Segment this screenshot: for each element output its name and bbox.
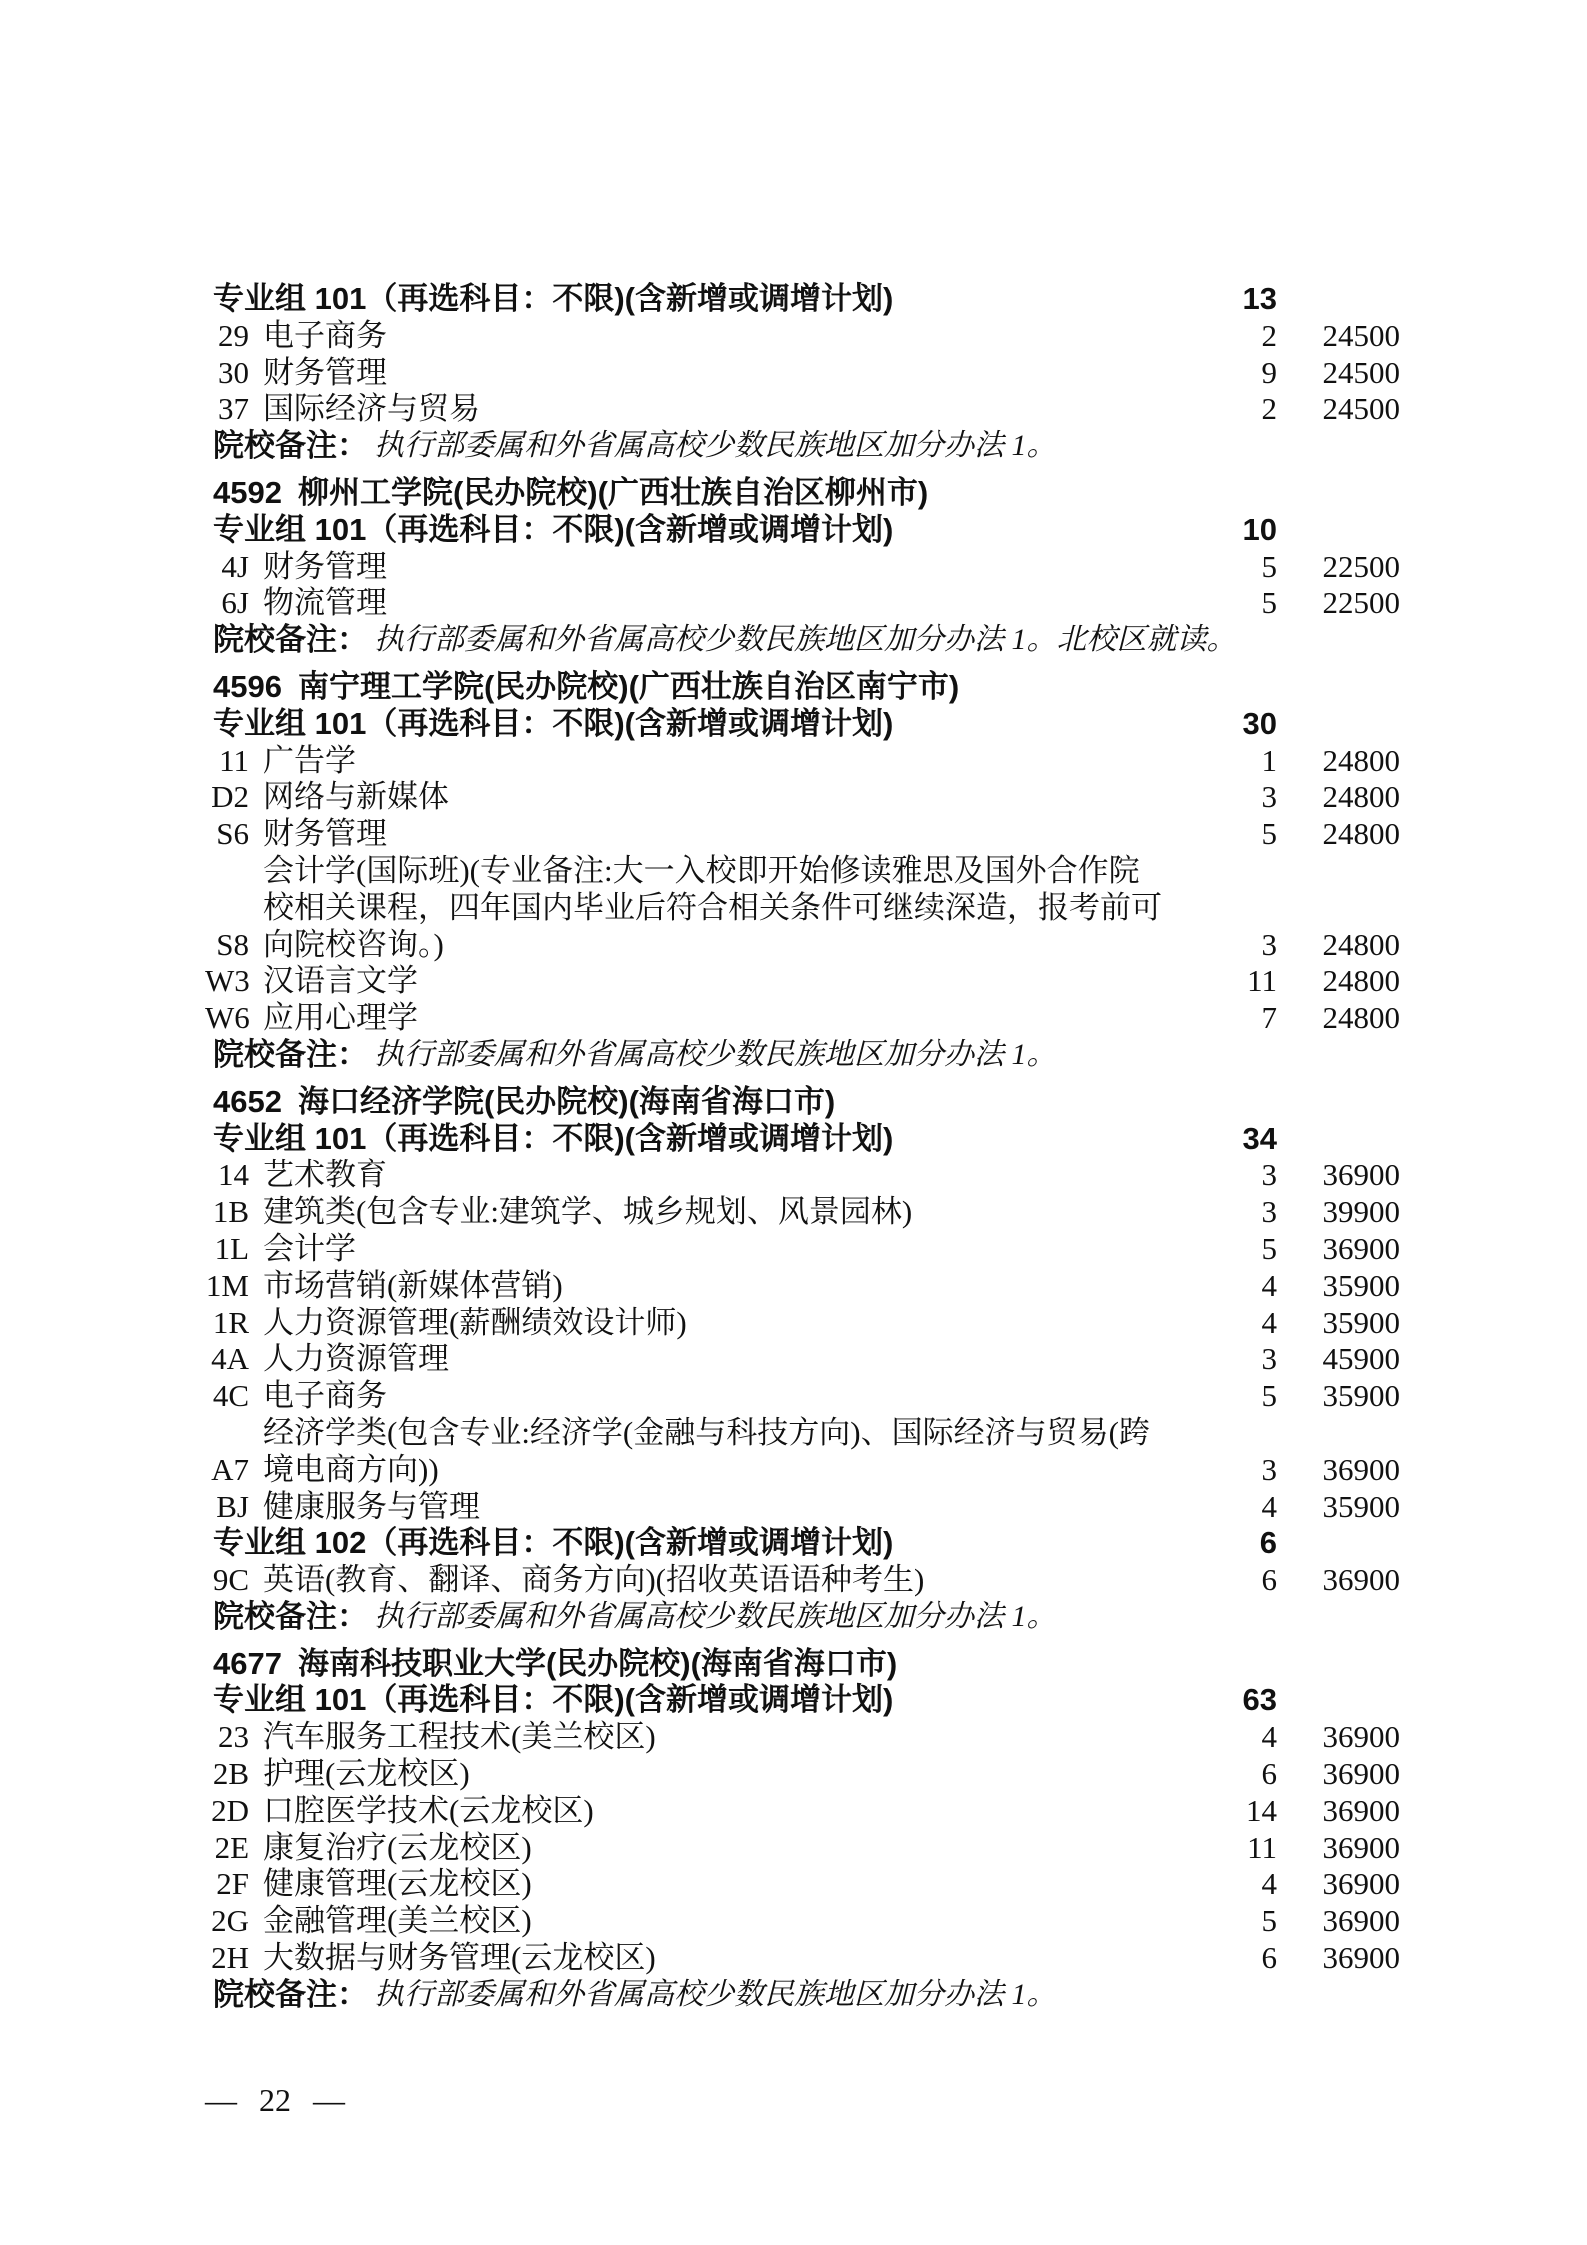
major-group-header-row xyxy=(205,1525,1400,1562)
major-tuition-fee: 22500 xyxy=(1322,548,1400,584)
major-tuition-fee: 35900 xyxy=(1322,1378,1400,1414)
major-tuition-fee: 36900 xyxy=(1322,1157,1400,1193)
group-plan-count: 34 xyxy=(1242,1120,1277,1156)
major-name: 大数据与财务管理(云龙校区) xyxy=(263,1940,656,1976)
school-code: 4596 xyxy=(213,668,282,704)
major-tuition-fee: 24800 xyxy=(1322,779,1400,815)
fee-column-spacer xyxy=(1277,1121,1400,1158)
major-plan-count: 3 xyxy=(1261,1341,1277,1377)
major-group-header-row xyxy=(205,706,1400,743)
remark-text: 执行部委属和外省属高校少数民族地区加分办法 1。 xyxy=(374,1977,1057,2011)
major-row xyxy=(205,1940,1400,1977)
major-name: 国际经济与贸易 xyxy=(263,391,480,427)
group-plan-count: 6 xyxy=(1259,1525,1277,1561)
major-code: A7 xyxy=(211,1451,249,1487)
major-plan-count: 5 xyxy=(1261,1230,1277,1266)
major-code: BJ xyxy=(216,1488,249,1524)
major-group-label: 专业组 101（再选科目：不限)(含新增或调增计划) xyxy=(213,1120,894,1156)
major-group-header-row xyxy=(205,1682,1400,1719)
major-row xyxy=(205,1157,1400,1194)
school-header-row xyxy=(205,1646,1400,1683)
major-row xyxy=(205,963,1400,1000)
major-name: 会计学(国际班)(专业备注:大一入校即开始修读雅思及国外合作院校相关课程，四年国内毕业后符合相关条件可继续深造，报考前可向院校咨询。) xyxy=(263,852,1162,962)
major-tuition-fee: 35900 xyxy=(1322,1304,1400,1340)
major-name: 金融管理(美兰校区) xyxy=(263,1903,532,1939)
major-tuition-fee: 24800 xyxy=(1322,963,1400,999)
major-plan-count: 4 xyxy=(1261,1304,1277,1340)
major-tuition-fee: 36900 xyxy=(1322,1829,1400,1865)
major-plan-count: 3 xyxy=(1261,1194,1277,1230)
school-name: 海口经济学院(民办院校)(海南省海口市) xyxy=(297,1083,836,1119)
school-remark-row xyxy=(205,622,1400,659)
major-plan-count: 5 xyxy=(1261,548,1277,584)
major-name: 广告学 xyxy=(263,742,356,778)
major-code: 30 xyxy=(218,354,249,390)
major-row xyxy=(205,391,1400,428)
major-plan-count: 3 xyxy=(1261,1451,1277,1487)
major-tuition-fee: 36900 xyxy=(1322,1866,1400,1902)
admission-plan-list xyxy=(205,281,1400,2014)
fee-column-spacer xyxy=(1277,281,1400,318)
major-name: 财务管理 xyxy=(263,354,387,390)
major-name: 汉语言文学 xyxy=(263,963,418,999)
school-name: 南宁理工学院(民办院校)(广西壮族自治区南宁市) xyxy=(297,668,960,704)
remark-label: 院校备注： xyxy=(213,428,368,464)
major-name: 应用心理学 xyxy=(263,1000,418,1036)
school-remark-row xyxy=(205,428,1400,465)
major-name: 会计学 xyxy=(263,1230,356,1266)
major-tuition-fee: 45900 xyxy=(1322,1341,1400,1377)
major-plan-count: 3 xyxy=(1261,1157,1277,1193)
major-code: 1M xyxy=(205,1267,249,1303)
major-tuition-fee: 24500 xyxy=(1322,317,1400,353)
major-tuition-fee: 36900 xyxy=(1322,1940,1400,1976)
major-name: 人力资源管理 xyxy=(263,1341,449,1377)
major-tuition-fee: 35900 xyxy=(1322,1488,1400,1524)
major-row xyxy=(205,779,1400,816)
major-code: 2F xyxy=(216,1866,249,1902)
major-row xyxy=(205,1793,1400,1830)
major-row xyxy=(205,1378,1400,1415)
major-row xyxy=(205,1194,1400,1231)
major-row xyxy=(205,1415,1400,1489)
major-name: 口腔医学技术(云龙校区) xyxy=(263,1792,594,1828)
remark-label: 院校备注： xyxy=(213,1036,368,1072)
major-row xyxy=(205,549,1400,586)
remark-label: 院校备注： xyxy=(213,1976,368,2012)
school-remark-row xyxy=(205,1599,1400,1636)
major-code: 2G xyxy=(211,1903,249,1939)
major-tuition-fee: 36900 xyxy=(1322,1903,1400,1939)
school-header-row xyxy=(205,1084,1400,1121)
major-row xyxy=(205,1562,1400,1599)
major-name: 健康管理(云龙校区) xyxy=(263,1866,532,1902)
major-plan-count: 11 xyxy=(1247,963,1277,999)
major-plan-count: 5 xyxy=(1261,816,1277,852)
major-plan-count: 6 xyxy=(1261,1562,1277,1598)
major-plan-count: 4 xyxy=(1261,1488,1277,1524)
major-row xyxy=(205,1719,1400,1756)
major-group-header-row xyxy=(205,1121,1400,1158)
major-code: 2D xyxy=(211,1792,249,1828)
major-code: 4J xyxy=(221,548,249,584)
footer-left-dash: — xyxy=(205,2082,237,2118)
major-name: 财务管理 xyxy=(263,816,387,852)
major-tuition-fee: 35900 xyxy=(1322,1267,1400,1303)
remark-text: 执行部委属和外省属高校少数民族地区加分办法 1。 xyxy=(374,1599,1057,1633)
major-tuition-fee: 24800 xyxy=(1322,1000,1400,1036)
school-name: 柳州工学院(民办院校)(广西壮族自治区柳州市) xyxy=(297,474,929,510)
major-tuition-fee: 36900 xyxy=(1322,1756,1400,1792)
major-plan-count: 4 xyxy=(1261,1267,1277,1303)
major-plan-count: 5 xyxy=(1261,585,1277,621)
major-row xyxy=(205,1489,1400,1526)
major-code: 1B xyxy=(212,1194,249,1230)
major-plan-count: 6 xyxy=(1261,1756,1277,1792)
group-plan-count: 13 xyxy=(1242,281,1277,316)
major-row xyxy=(205,853,1400,963)
major-plan-count: 9 xyxy=(1261,354,1277,390)
major-plan-count: 4 xyxy=(1261,1866,1277,1902)
major-row xyxy=(205,355,1400,392)
major-name: 汽车服务工程技术(美兰校区) xyxy=(263,1719,656,1755)
major-group-label: 专业组 101（再选科目：不限)(含新增或调增计划) xyxy=(213,511,894,547)
major-plan-count: 2 xyxy=(1261,317,1277,353)
footer-right-dash: — xyxy=(313,2082,345,2118)
major-code: S8 xyxy=(216,926,249,962)
major-row xyxy=(205,1903,1400,1940)
major-code: D2 xyxy=(211,779,249,815)
major-name: 建筑类(包含专业:建筑学、城乡规划、风景园林) xyxy=(263,1194,913,1230)
major-tuition-fee: 39900 xyxy=(1322,1194,1400,1230)
remark-label: 院校备注： xyxy=(213,622,368,658)
group-plan-count: 30 xyxy=(1242,705,1277,741)
fee-column-spacer xyxy=(1277,1525,1400,1562)
major-code: 23 xyxy=(218,1719,249,1755)
major-name: 艺术教育 xyxy=(263,1157,387,1193)
major-code: 1L xyxy=(214,1230,249,1266)
major-group-label: 专业组 101（再选科目：不限)(含新增或调增计划) xyxy=(213,705,894,741)
major-plan-count: 1 xyxy=(1261,742,1277,778)
major-code: 9C xyxy=(212,1562,249,1598)
major-name: 人力资源管理(薪酬绩效设计师) xyxy=(263,1304,687,1340)
major-row xyxy=(205,816,1400,853)
major-code: 4A xyxy=(211,1341,249,1377)
major-row xyxy=(205,318,1400,355)
major-tuition-fee: 36900 xyxy=(1322,1792,1400,1828)
major-row xyxy=(205,1830,1400,1867)
major-name: 物流管理 xyxy=(263,585,387,621)
major-code: 11 xyxy=(219,742,249,778)
major-tuition-fee: 24800 xyxy=(1322,926,1400,962)
major-code: 29 xyxy=(218,317,249,353)
major-tuition-fee: 36900 xyxy=(1322,1230,1400,1266)
major-group-label: 专业组 102（再选科目：不限)(含新增或调增计划) xyxy=(213,1525,894,1561)
major-code: S6 xyxy=(216,816,249,852)
major-code: W3 xyxy=(205,963,250,999)
major-code: 2H xyxy=(211,1940,249,1976)
major-plan-count: 5 xyxy=(1261,1378,1277,1414)
major-tuition-fee: 36900 xyxy=(1322,1719,1400,1755)
major-tuition-fee: 24800 xyxy=(1322,742,1400,778)
major-plan-count: 4 xyxy=(1261,1719,1277,1755)
major-row xyxy=(205,1268,1400,1305)
major-row xyxy=(205,1866,1400,1903)
major-plan-count: 6 xyxy=(1261,1940,1277,1976)
major-name: 康复治疗(云龙校区) xyxy=(263,1829,532,1865)
major-tuition-fee: 24500 xyxy=(1322,354,1400,390)
major-code: 1R xyxy=(212,1304,249,1340)
major-row xyxy=(205,1341,1400,1378)
major-row xyxy=(205,585,1400,622)
major-row xyxy=(205,1756,1400,1793)
fee-column-spacer xyxy=(1277,1682,1400,1719)
major-tuition-fee: 36900 xyxy=(1322,1451,1400,1487)
major-name: 网络与新媒体 xyxy=(263,779,449,815)
school-code: 4592 xyxy=(213,474,282,510)
major-group-label: 专业组 101（再选科目：不限)(含新增或调增计划) xyxy=(213,281,894,316)
major-name: 经济学类(包含专业:经济学(金融与科技方向)、国际经济与贸易(跨境电商方向)) xyxy=(263,1414,1150,1487)
major-group-label: 专业组 101（再选科目：不限)(含新增或调增计划) xyxy=(213,1682,894,1718)
major-plan-count: 14 xyxy=(1246,1792,1277,1828)
major-code: 4C xyxy=(212,1378,249,1414)
major-name: 电子商务 xyxy=(263,317,387,353)
major-code: 6J xyxy=(221,585,249,621)
remark-text: 执行部委属和外省属高校少数民族地区加分办法 1。 xyxy=(374,1037,1057,1071)
fee-column-spacer xyxy=(1277,512,1400,549)
major-plan-count: 3 xyxy=(1261,926,1277,962)
major-tuition-fee: 22500 xyxy=(1322,585,1400,621)
school-remark-row xyxy=(205,1037,1400,1074)
group-plan-count: 10 xyxy=(1242,511,1277,547)
major-plan-count: 5 xyxy=(1261,1903,1277,1939)
major-name: 健康服务与管理 xyxy=(263,1488,480,1524)
major-name: 财务管理 xyxy=(263,548,387,584)
major-code: 14 xyxy=(218,1157,249,1193)
major-tuition-fee: 24500 xyxy=(1322,391,1400,427)
remark-text: 执行部委属和外省属高校少数民族地区加分办法 1。 xyxy=(374,429,1057,463)
major-tuition-fee: 36900 xyxy=(1322,1562,1400,1598)
major-name: 护理(云龙校区) xyxy=(263,1756,470,1792)
group-plan-count: 63 xyxy=(1242,1682,1277,1718)
school-header-row xyxy=(205,475,1400,512)
major-plan-count: 7 xyxy=(1261,1000,1277,1036)
major-row xyxy=(205,1000,1400,1037)
major-tuition-fee: 24800 xyxy=(1322,816,1400,852)
remark-text: 执行部委属和外省属高校少数民族地区加分办法 1。北校区就读。 xyxy=(374,623,1237,657)
school-header-row xyxy=(205,669,1400,706)
major-row xyxy=(205,1305,1400,1342)
school-name: 海南科技职业大学(民办院校)(海南省海口市) xyxy=(297,1645,898,1681)
school-code: 4677 xyxy=(213,1645,282,1681)
major-code: 37 xyxy=(218,391,249,427)
major-group-header-row xyxy=(205,512,1400,549)
page-number: 22 xyxy=(259,2082,291,2118)
major-plan-count: 2 xyxy=(1261,391,1277,427)
major-name: 市场营销(新媒体营销) xyxy=(263,1267,563,1303)
major-plan-count: 11 xyxy=(1247,1829,1277,1865)
fee-column-spacer xyxy=(1277,706,1400,743)
school-code: 4652 xyxy=(213,1083,282,1119)
major-row xyxy=(205,743,1400,780)
major-code: 2E xyxy=(214,1829,249,1865)
major-plan-count: 3 xyxy=(1261,779,1277,815)
major-code: W6 xyxy=(205,1000,250,1036)
page-footer xyxy=(205,2082,345,2119)
major-code: 2B xyxy=(212,1756,249,1792)
major-name: 电子商务 xyxy=(263,1378,387,1414)
major-group-header-row xyxy=(205,281,1400,318)
major-name: 英语(教育、翻译、商务方向)(招收英语语种考生) xyxy=(263,1562,925,1598)
remark-label: 院校备注： xyxy=(213,1598,368,1634)
school-remark-row xyxy=(205,1977,1400,2014)
major-row xyxy=(205,1231,1400,1268)
